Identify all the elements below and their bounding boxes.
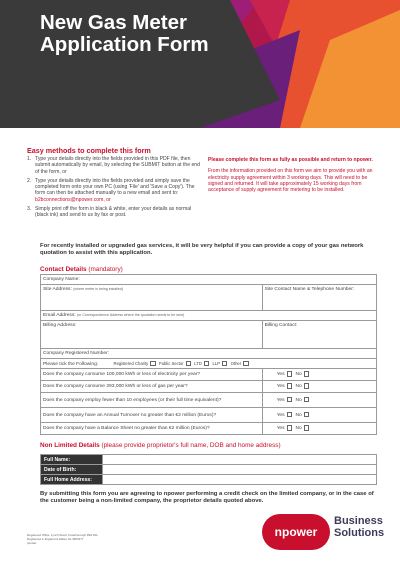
llp-checkbox[interactable] <box>222 361 228 367</box>
business-solutions-brand: Business Solutions <box>334 515 385 539</box>
no-checkbox[interactable] <box>304 371 310 377</box>
answer-cell: Yes No <box>262 408 376 423</box>
full-name-field[interactable] <box>103 455 377 465</box>
yes-checkbox[interactable] <box>287 425 293 431</box>
public-sector-checkbox[interactable] <box>186 361 192 367</box>
other-checkbox[interactable] <box>243 361 249 367</box>
non-limited-table <box>40 454 377 485</box>
question-row: Does the company employ fewer than 10 employees (or their full time equivalent)? <box>41 393 263 408</box>
question-row: Does the company consume 293,000 kWh or less of gas per year? <box>41 381 263 393</box>
answer-cell: Yes No <box>262 423 376 435</box>
dob-label: Date of Birth: <box>41 465 103 475</box>
charity-checkbox[interactable] <box>150 361 156 367</box>
no-checkbox[interactable] <box>304 383 310 389</box>
gas-quotation-notice: For recently installed or upgraded gas services, it will be very helpful if you can provide a copy of your gas network quotation to assist with this application. <box>40 243 364 257</box>
site-contact-field[interactable]: Site Contact Name & Telephone Number: <box>262 285 376 311</box>
question-row: Does the company consume 100,000 kWh or less of electricity per year? <box>41 369 263 381</box>
contact-details-title: Contact Details (mandatory) <box>40 266 123 273</box>
step-3: 3. Simply print off the form in black & white, enter your details as normal (black ink) and send to us by fax or post. <box>27 206 192 219</box>
yes-checkbox[interactable] <box>287 412 293 418</box>
full-name-label: Full Name: <box>41 455 103 465</box>
npower-logo: npower <box>262 514 330 550</box>
step-1: 1. Type your details directly into the fields provided in this PDF file, then submit automatically by email, by selecting the SUBMIT button at the end of the form, or <box>27 156 200 175</box>
answer-cell: Yes No <box>262 381 376 393</box>
company-registered-field[interactable]: Company Registered Number: <box>41 349 377 359</box>
ltd-checkbox[interactable] <box>204 361 210 367</box>
question-row: Does the company have a Balance Sheet no greater than €2 million (Euros)? <box>41 423 263 435</box>
no-checkbox[interactable] <box>304 397 310 403</box>
yes-checkbox[interactable] <box>287 371 293 377</box>
company-name-field[interactable]: Company Name: <box>41 275 377 285</box>
answer-cell: Yes No <box>262 393 376 408</box>
email-address-field[interactable]: Email Address: (or Correspondence Address where the quotation needs to be sent) <box>41 311 377 321</box>
billing-contact-field[interactable]: Billing Contact: <box>262 321 376 349</box>
non-limited-title: Non Limited Details (please provide proprietor's full name, DOB and home address) <box>40 442 281 449</box>
credit-check-agreement: By submitting this form you are agreeing to npower performing a credit check on the limited company, or in the case of the customer being a non-limited company, the proprietor details quoted above. <box>40 491 374 505</box>
page-title: New Gas Meter Application Form <box>40 11 209 56</box>
email-link[interactable]: b2bconnections@npower.com, or <box>35 196 111 203</box>
site-address-field[interactable]: Site Address: (where meter is being installed) <box>41 285 263 311</box>
methods-title: Easy methods to complete this form <box>27 146 151 155</box>
no-checkbox[interactable] <box>304 425 310 431</box>
answer-cell: Yes No <box>262 369 376 381</box>
billing-address-field[interactable]: Billing Address: <box>41 321 263 349</box>
footer-text: Registered Office: Lynch Wood, Peterborough PE2 6FL Registered in England & Wales No 3653277 npower <box>27 533 98 545</box>
yes-checkbox[interactable] <box>287 383 293 389</box>
methods-steps <box>27 156 202 222</box>
dob-field[interactable] <box>103 465 377 475</box>
no-checkbox[interactable] <box>304 412 310 418</box>
step-2: 2. Type your details directly into the fields provided and simply save the completed form onto your own PC (using 'File' and 'Save a Copy'). The form can then be attached manually to a new email and sent to: b2bconnections@npower.com, or <box>27 177 195 203</box>
contact-details-table <box>40 274 377 435</box>
home-address-field[interactable] <box>103 475 377 485</box>
instructions-note: Please complete this form as fully as possible and return to npower. From the information provided on this form we aim to provide you with an electricity supply agreement within 3 working days. This will need to be signed and returned. It will take approximately 15 working days from acceptance of supply agreement for metering to be installed. <box>208 157 373 194</box>
question-row: Does the company have an Annual Turnover no greater than €2 million (Euros)? <box>41 408 263 423</box>
yes-checkbox[interactable] <box>287 397 293 403</box>
company-type-row: Please tick the Following: Registered Charity Public Sector LTD LLP Other <box>41 359 377 369</box>
header-banner <box>0 0 400 128</box>
home-address-label: Full Home Address: <box>41 475 103 485</box>
